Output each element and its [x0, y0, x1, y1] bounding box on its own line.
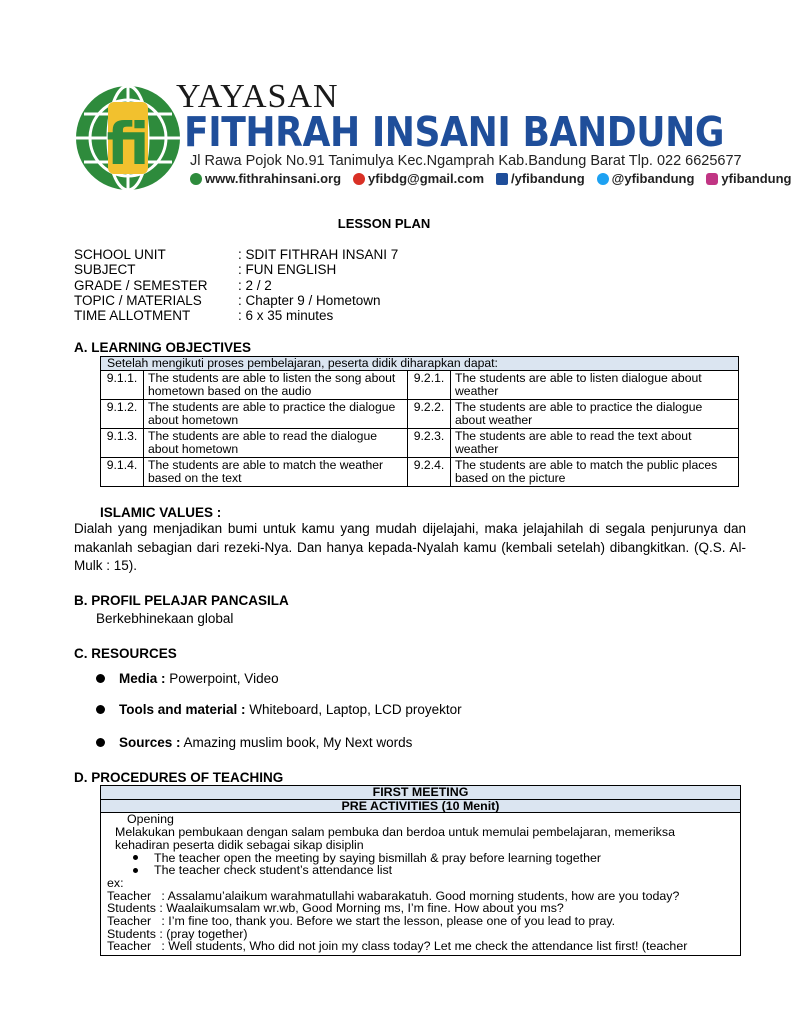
table-row: 9.1.4. The students are able to match the weather based on the text 9.2.4. The students are able to match the public places based on the picture	[101, 458, 739, 487]
dialogue-line: Students : Waalaikumsalam wr.wb, Good Morning ms, I’m fine. How about you ms?	[107, 901, 564, 916]
page-title: LESSON PLAN	[337, 216, 431, 231]
dialogue-line: Students : (pray together)	[107, 926, 248, 941]
opening-label: Opening	[127, 812, 174, 827]
bullet-icon	[133, 855, 138, 860]
school-logo	[74, 84, 182, 192]
resource-media: Media : Powerpoint, Video	[96, 671, 279, 686]
contact-website[interactable]: www.fithrahinsani.org	[190, 171, 341, 186]
table-row: 9.1.1. The students are able to listen the song about hometown based on the audio 9.2.1. The students are able to listen dialogue about weather	[101, 371, 739, 400]
objectives-table-header: Setelah mengikuti proses pembelajaran, peserta didik diharapkan dapat:	[101, 357, 739, 371]
globe-icon	[190, 173, 202, 185]
email-icon	[353, 173, 365, 185]
info-row: SCHOOL UNIT : SDIT FITHRAH INSANI 7	[74, 247, 399, 262]
instagram-icon	[706, 173, 718, 185]
objectives-table	[100, 356, 739, 487]
bullet-icon	[96, 705, 105, 714]
contact-bar	[190, 171, 791, 186]
info-row: GRADE / SEMESTER : 2 / 2	[74, 277, 272, 293]
list-item: The teacher open the meeting by saying bismillah & pray before learning together	[107, 852, 734, 865]
twitter-icon	[597, 173, 609, 185]
pre-activities-header: PRE ACTIVITIES (10 Menit)	[101, 799, 741, 813]
meeting-header: FIRST MEETING	[101, 786, 741, 800]
resource-tools: Tools and material : Whiteboard, Laptop, LCD proyektor	[96, 702, 462, 717]
section-c-heading: C. RESOURCES	[74, 646, 177, 661]
table-row: 9.1.3. The students are able to read the dialogue about hometown 9.2.3. The students are able to read the text about weather	[101, 429, 739, 458]
list-item: The teacher check student’s attendance list	[107, 864, 734, 877]
bullet-icon	[133, 868, 138, 873]
foundation-name: FITHRAH INSANI BANDUNG	[184, 108, 725, 156]
foundation-prefix: YAYASAN	[176, 78, 339, 115]
dialogue-line: Teacher : Well students, Who did not join my class today? Let me check the attendance list first! (teacher	[107, 939, 688, 954]
bullet-icon	[96, 738, 105, 747]
contact-email[interactable]: yfibdg@gmail.com	[353, 171, 484, 186]
section-d-heading: D. PROCEDURES OF TEACHING	[74, 770, 284, 785]
contact-facebook[interactable]: /yfibandung	[496, 171, 585, 186]
resource-sources: Sources : Amazing muslim book, My Next words	[96, 735, 412, 750]
section-a-heading: A. LEARNING OBJECTIVES	[74, 340, 252, 355]
facebook-icon	[496, 173, 508, 185]
dialogue-line: Teacher : I’m fine too, thank you. Before we start the lesson, please one of you lead to pray.	[107, 914, 616, 929]
contact-twitter[interactable]: @yfibandung	[597, 171, 695, 186]
bullet-icon	[96, 674, 105, 683]
opening-description: Melakukan pembukaan dengan salam pembuka dan berdoa untuk memulai pembelajaran, memeriksa	[115, 825, 675, 840]
section-b-heading: B. PROFIL PELAJAR PANCASILA	[74, 593, 289, 608]
info-row: TIME ALLOTMENT : 6 x 35 minutes	[74, 308, 334, 324]
procedure-content	[101, 813, 741, 956]
opening-description: kehadiran peserta didik sebagai sikap disiplin	[115, 837, 364, 852]
info-row: TOPIC / MATERIALS : Chapter 9 / Hometown	[74, 292, 381, 308]
procedures-table	[100, 785, 741, 956]
table-row: 9.1.2. The students are able to practice the dialogue about hometown 9.2.2. The students are able to practice the dialogue about weather	[101, 400, 739, 429]
svg-text:fi: fi	[106, 110, 150, 178]
islamic-values-text: Dialah yang menjadikan bumi untuk kamu yang mudah dijelajahi, maka jelajahilah di segala penjurunya dan makanlah sebagian dari rezeki-Nya. Dan hanya kepada-Nyalah kamu (kembali setelah) dibangkitkan. (Q.S. Al-Mulk : 15).	[74, 521, 746, 573]
info-row: SUBJECT : FUN ENGLISH	[74, 262, 337, 278]
example-label: ex:	[107, 875, 124, 890]
profil-text: Berkebhinekaan global	[96, 611, 234, 626]
dialogue-line: Teacher : Assalamu’alaikum warahmatullahi wabarakatuh. Good morning students, how are you today?	[107, 888, 680, 903]
foundation-address: Jl Rawa Pojok No.91 Tanimulya Kec.Ngamprah Kab.Bandung Barat Tlp. 022 6625677	[190, 153, 742, 169]
contact-instagram[interactable]: yfibandung	[706, 171, 791, 186]
lesson-info	[74, 247, 398, 323]
islamic-values-heading: ISLAMIC VALUES :	[100, 505, 222, 520]
